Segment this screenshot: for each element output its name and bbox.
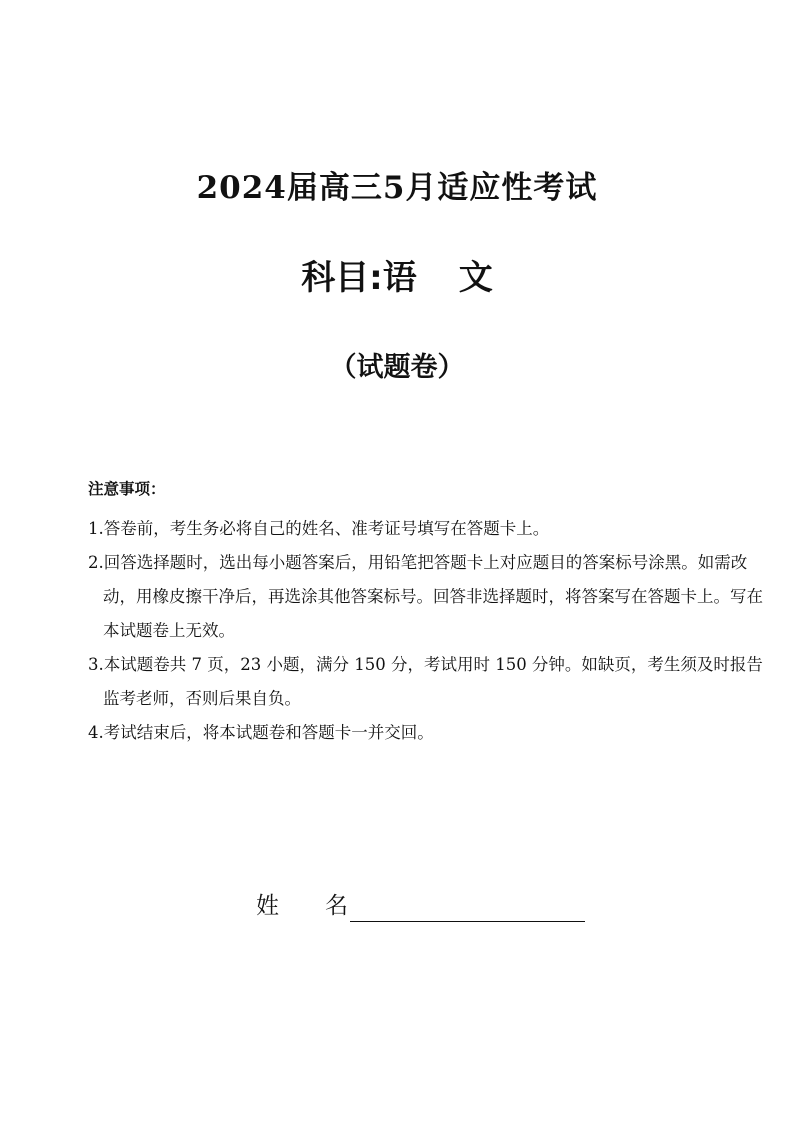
subject-label: 科目:语 (301, 258, 417, 298)
notice-section (88, 478, 768, 750)
subject-char: 文 (458, 258, 493, 298)
notice-item-1: 1.答卷前，考生务必将自己的姓名、准考证号填写在答题卡上。 (88, 519, 550, 538)
notice-item-4: 4.考试结束后，将本试题卷和答题卡一并交回。 (88, 723, 434, 742)
notice-item-3: 3.本试题卷共 7 页，23 小题，满分 150 分，考试用时 150 分钟。如缺页，考生须及时报告监考老师，否则后果自负。 (88, 655, 763, 708)
notice-item-2: 2.回答选择题时，选出每小题答案后，用铅笔把答题卡上对应题目的答案标号涂黑。如需改动，用橡皮擦干净后，再选涂其他答案标号。回答非选择题时，将答案写在答题卡上。写在本试题卷上无效。 (88, 553, 763, 640)
name-underline-field[interactable] (350, 893, 585, 922)
name-field-row (256, 890, 585, 922)
exam-title: 2024届高三5月适应性考试 (196, 170, 598, 206)
name-label-char-1: 姓 (256, 893, 279, 919)
notice-heading: 注意事项： (88, 480, 166, 498)
paper-type: （试题卷） (329, 352, 465, 383)
subject-heading (0, 256, 794, 300)
name-label (256, 890, 348, 922)
name-label-char-2: 名 (325, 893, 348, 919)
